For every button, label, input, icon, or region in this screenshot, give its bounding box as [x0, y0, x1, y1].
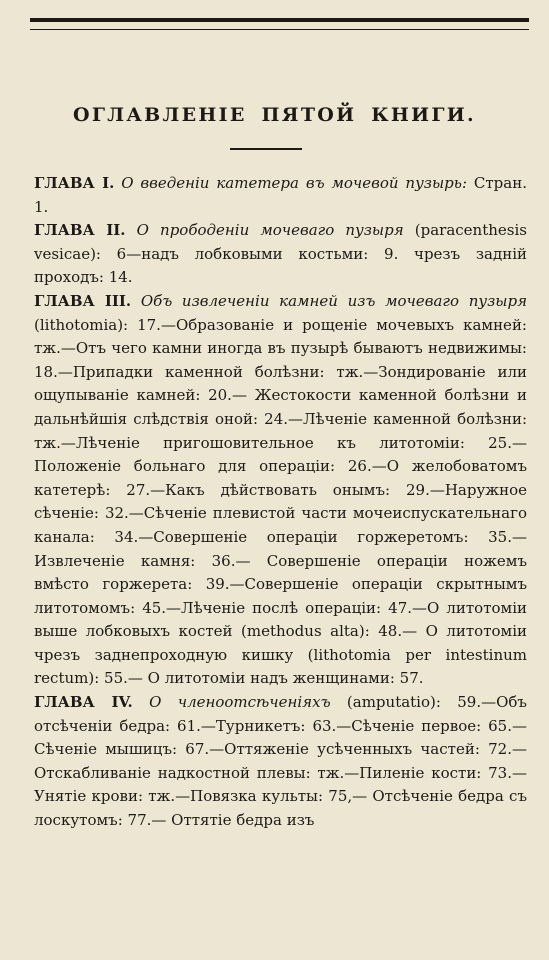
top-double-rule: [30, 18, 529, 30]
chapter-title: Объ извлеченіи камней изъ мочеваго пузыря: [140, 291, 527, 310]
chapter-contents: (lithotomia): 17.—Образованіе и рощеніе мочевыхъ камней: тж.—Отъ чего камни иногда въ пузырѣ бываютъ недвижимы: 18.—Припадки каменной болѣзни: тж.—Зондированіе или ощупываніе камней: 20.— Жестокости каменной болѣзни и дальнѣйшія слѣдствія оной: 24.—Лѣченіе каменной болѣзни: тж.—Лѣченіе пригошовительное къ литотоміи: 25.—Положеніе больнаго для операціи: 26.—О желобоватомъ катетерѣ: 27.—Какъ дѣйствовать онымъ: 29.—Наружное сѣченіе: 32.—Сѣченіе плевистой части мочеиспускательнаго канала: 34.—Совершеніе операціи горжеретомъ: 35.—Извлеченіе камня: 36.— Совершеніе операціи ножемъ вмѣсто горжерета: 39.—Совершеніе операціи скрытнымъ литотомомъ: 45.—Лѣченіе послѣ операціи: 47.—О литотоміи выше лобковыхъ костей (methodus alta): 48.— О литотоміи чрезъ заднепроходную кишку (lithotomia per intestinum rectum): 55.— О литотоміи надъ женщинами: 57.: [34, 315, 527, 688]
chapter-number: ГЛАВА II.: [34, 221, 126, 240]
chapter-title: О прободеніи мочеваго пузыря: [136, 221, 404, 240]
chapter-contents: (amputatio): 59.—Объ отсѣченіи бедра: 61.—Турникетъ: 63.—Сѣченіе первое: 65.—Сѣченіе мышицъ: 67.—Оттяженіе усѣченныхъ частей: 72.— Отскабливаніе надкостной плевы: тж.—Пиленіе кости: 73.—Унятіе крови: тж.—Повязка культы: 75,— Отсѣченіе бедра съ лоскутомъ: 77.— Оттятіе бедра изъ: [34, 693, 527, 830]
table-of-contents: [34, 172, 527, 833]
chapter-contents: Стран. 1.: [34, 174, 527, 216]
chapter-title: О членоотсѣченіяхъ: [149, 693, 331, 712]
toc-entry-chapter-4: [34, 691, 527, 833]
toc-entry-chapter-3: [34, 290, 527, 691]
toc-entry-chapter-1: [34, 172, 527, 219]
toc-entry-chapter-2: [34, 219, 527, 290]
chapter-number: ГЛАВА I.: [34, 174, 115, 192]
chapter-contents: (paracenthesis vesicae): 6—надъ лобковыми костьми: 9. чрезъ задній проходъ: 14.: [34, 221, 527, 287]
chapter-number: ГЛАВА III.: [34, 291, 132, 310]
chapter-number: ГЛАВА IV.: [34, 693, 133, 712]
page-heading: ОГЛАВЛЕНІЕ ПЯТОЙ КНИГИ.: [73, 104, 476, 126]
heading-divider: [230, 148, 302, 150]
chapter-title: О введеніи катетера въ мочевой пузырь:: [121, 174, 468, 192]
